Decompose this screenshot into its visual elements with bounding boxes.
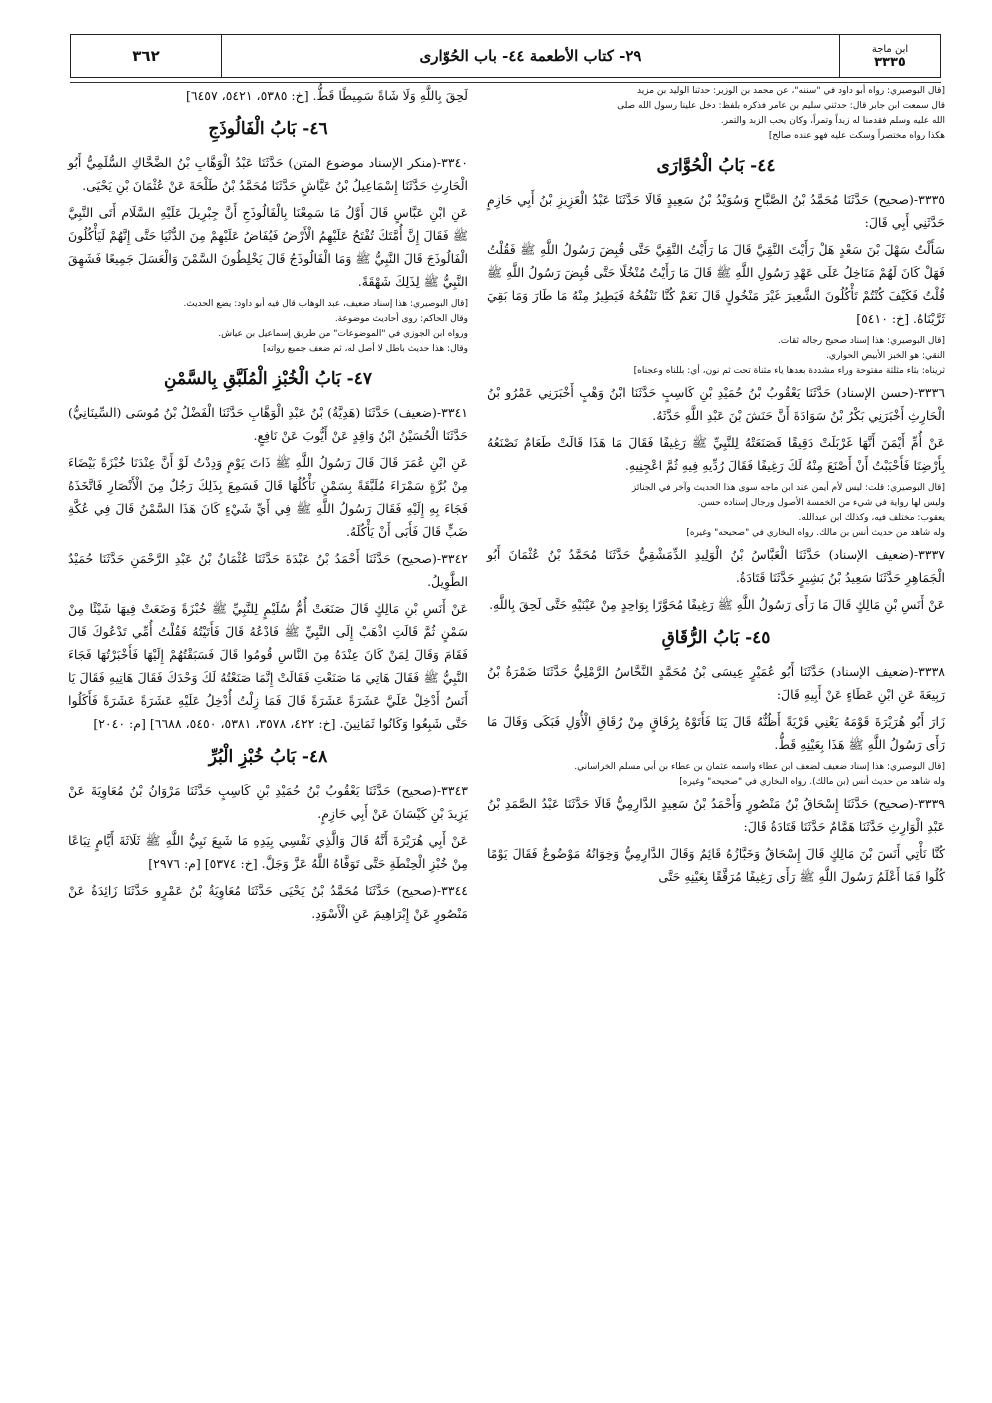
- hadith-3338-text: زَارَ أَبُو هُرَيْرَةَ قَوْمَهُ يَعْنِي قَرْيَةً أَظُنُّهُ قَالَ يَنَا فَأَتَوْهُ بِرُقَاقٍ مِنْ رُقَاقِ الْأُوَلِ فَبَكَى وَقَالَ مَا رَأَى رَسُولُ اللَّهِ ﷺ هَذَا بِعَيْنِهِ قَطُّ.: [487, 714, 945, 752]
- hadith-3338-isnad: ٣٣٣٨-(ضعيف الإسناد) حَدَّثَنَا أَبُو عُمَيْرٍ عِيسَى بْنُ مُحَمَّدٍ النَّحَّاسُ الرَّمْلِيُّ حَدَّثَنَا ضَمْرَةُ بْنُ رَبِيعَةَ عَنِ ابْنِ عَطَاءٍ عَنْ أَبِيهِ قَالَ:: [487, 664, 945, 702]
- hadith-3343-isnad: ٣٣٤٣-(صحيح) حَدَّثَنَا يَعْقُوبُ بْنُ حُمَيْدِ بْنِ كَاسِبٍ حَدَّثَنَا مَرْوَانُ بْنُ مُعَاوِيَةَ عَنْ يَزِيدَ بْنِ كَيْسَانَ عَنْ أَبِي حَازِمٍ.: [68, 783, 468, 821]
- hadith-3343-text: عَنْ أَبِي هُرَيْرَةَ أَنَّهُ قَالَ وَالَّذِي نَفْسِي بِيَدِهِ مَا شَبِعَ نَبِيُّ اللَّهِ ﷺ ثَلَاثَةَ أَيَّامٍ تِبَاعًا مِنْ خُبْزِ الْحِنْطَةِ حَتَّى تَوَفَّاهُ اللَّهُ عَزَّ وَجَلَّ. [خ: ٥٣٧٤] [م: ٢٩٧٦]: [68, 833, 468, 871]
- footnote-3338: [487, 760, 945, 790]
- footnote-line: [قال البوصيري: هذا إسناد صحيح رجاله ثقات.: [777, 336, 945, 346]
- left-column: [68, 84, 468, 929]
- footnote-line: ورواه ابن الجوزي في "الموضوعات" من طريق إسماعيل بن عياش.: [218, 329, 468, 339]
- footnote-3340: [68, 297, 468, 357]
- chapter-heading-45: ٤٥- بَابُ الرُّقَاقِ: [661, 628, 771, 648]
- footnote-line: [قال البوصيري: هذا إسناد ضعيف، عبد الوهاب قال فيه أبو داود: يضع الحديث.: [183, 299, 468, 309]
- footnote-line: ثريناه: بثاء مثلثة مفتوحة وراء مشددة بعدها ياء مثناة تحت ثم نون، أي: بللناه وعجناه]: [633, 366, 945, 376]
- footnote-line: وله شاهد من حديث أنس بن مالك. رواه البخاري في "صحيحه" وغيره]: [686, 528, 945, 538]
- hadith-3341-text: عَنِ ابْنِ عُمَرَ قَالَ قَالَ رَسُولُ اللَّهِ ﷺ ذَاتَ يَوْمٍ وَدِدْتُ لَوْ أَنَّ عِنْدَنَا خُبْزَةً بَيْضَاءَ مِنْ بُرَّةٍ سَمْرَاءَ مُلَبَّقَةً بِسَمْنٍ نَأْكُلُهَا قَالَ فَسَمِعَ بِذَلِكَ رَجُلٌ مِنَ الْأَنْصَارِ فَاتَّخَذَهُ فَجَاءَ بِهِ إِلَيْهِ فَقَالَ رَسُولُ اللَّهِ ﷺ فِي أَيِّ شَيْءٍ كَانَ هَذَا السَّمْنُ قَالَ فِي عُكَّةِ ضَبٍّ قَالَ فَأَبَى أَنْ يَأْكُلَهُ.: [68, 455, 468, 539]
- footnote-line: [قال البوصيري: رواه أبو داود في "سننه"، عن محمد بن الوزير: حدثنا الوليد بن مزيد: [637, 86, 945, 96]
- page-header: [70, 34, 941, 78]
- footnote-line: وله شاهد من حديث أنس (بن مالك). رواه البخاري في "صحيحه" وغيره]: [679, 777, 945, 787]
- chapter-heading-48: ٤٨- بَابُ خُبْزِ الْبُرِّ: [208, 747, 328, 767]
- chapter-title: ٢٩- كتاب الأطعمة ٤٤- باب الحُوّارى: [419, 47, 642, 65]
- hadith-3340-isnad: ٣٣٤٠-(منكر الإسناد موضوع المتن) حَدَّثَنَا عَبْدُ الْوَهَّابِ بْنُ الضَّحَّاكِ السُّلَمِيُّ أَبُو الْحَارِثِ حَدَّثَنَا إِسْمَاعِيلُ بْنُ عَيَّاشٍ حَدَّثَنَا مُحَمَّدُ بْنُ طَلْحَةَ عَنْ عُثْمَانَ بْنِ يَحْيَى.: [68, 155, 468, 193]
- hadith-3339-text: كُنَّا نَأْتِي أَنَسَ بْنَ مَالِكٍ قَالَ إِسْحَاقُ وَخَبَّازُهُ قَائِمٌ وَقَالَ الدَّارِمِيُّ وَخِوَانُهُ مَوْضُوعٌ فَقَالَ يَوْمًا كُلُوا فَمَا أَعْلَمُ رَسُولَ اللَّهِ ﷺ رَأَى رَغِيفًا مُرَقَّقًا بِعَيْنِهِ حَتَّى: [487, 846, 945, 884]
- footnote-line: يعقوب: مختلف فيه، وكذلك ابن عبدالله.: [798, 513, 945, 523]
- book-number: ٣٣٣٥: [874, 55, 906, 70]
- hadith-3340-text: عَنِ ابْنِ عَبَّاسٍ قَالَ أَوَّلُ مَا سَمِعْنَا بِالْفَالُوذَجِ أَنَّ جِبْرِيلَ عَلَيْهِ السَّلَام أَتَى النَّبِيَّ ﷺ فَقَالَ إِنَّ أُمَّتَكَ تُفْتَحُ عَلَيْهِمُ الْأَرْضُ فَيُفَاضُ عَلَيْهِمْ مِنَ الدُّنْيَا حَتَّى إِنَّهُمْ لَيَأْكُلُونَ الْفَالُوذَجَ قَالَ النَّبِيُّ ﷺ وَمَا الْفَالُوذَجُ قَالَ يَخْلِطُونَ السَّمْنَ وَالْعَسَلَ جَمِيعًا فَشَهِقَ النَّبِيُّ ﷺ لِذَلِكَ شَهْقَةً.: [68, 205, 468, 289]
- footnote-line: هكذا رواه مختصراً وسكت عليه فهو عنده صالح]: [768, 131, 945, 141]
- footnote-line: [قال البوصيري: قلت: ليس لأم أيمن عند ابن ماجه سوى هذا الحديث وآخر في الجنائز: [631, 483, 945, 493]
- hadith-3336-text: عَنْ أُمِّ أَيْمَنَ أَنَّهَا غَرْبَلَتْ دَقِيقًا فَصَنَعَتْهُ لِلنَّبِيِّ ﷺ رَغِيفًا فَقَالَ مَا هَذَا قَالَتْ طَعَامٌ نَصْنَعُهُ بِأَرْضِنَا فَأَحْبَبْتُ أَنْ أَصْنَعَ مِنْهُ لَكَ رَغِيفًا فَقَالَ رُدِّيهِ فِيهِ ثُمَّ اعْجِنِيهِ.: [487, 435, 945, 473]
- chapter-heading-44: ٤٤- بَابُ الْحُوَّارَى: [656, 156, 776, 176]
- hadith-3342-isnad: ٣٣٤٢-(صحيح) حَدَّثَنَا أَحْمَدُ بْنُ عَبْدَةَ حَدَّثَنَا عُثْمَانُ بْنُ عَبْدِ الرَّحْمَنِ حَدَّثَنَا حُمَيْدٌ الطَّوِيلُ.: [68, 551, 468, 589]
- chapter-heading-47: ٤٧- بَابُ الْخُبْزِ الْمُلَبَّقِ بِالسَّمْنِ: [164, 369, 372, 389]
- footnote-line: قال سمعت ابن جابر قال: حدثني سليم بن عامر فذكره بلفظ: دخل علينا رسول الله صلى: [617, 101, 945, 111]
- footnote-line: النقي: هو الخبز الأبيض الحواري.: [826, 351, 945, 361]
- footnote-line: وقال الحاكم: روى أحاديث موضوعة.: [334, 314, 468, 324]
- hadith-3337-isnad: ٣٣٣٧-(ضعيف الإسناد) حَدَّثَنَا الْعَبَّاسُ بْنُ الْوَلِيدِ الدِّمَشْقِيُّ حَدَّثَنَا مُحَمَّدُ بْنُ عُثْمَانَ أَبُو الْجَمَاهِرِ حَدَّثَنَا سَعِيدُ بْنُ بَشِيرٍ حَدَّثَنَا قَتَادَةُ.: [487, 547, 945, 585]
- footnote-line: وليس لها رواية في شيء من الخمسة الأصول ورجال إسناده حسن.: [697, 498, 945, 508]
- book-name: ابن ماجة: [871, 44, 909, 55]
- footnote-3336: [487, 481, 945, 541]
- hadith-3341-isnad: ٣٣٤١-(ضعيف) حَدَّثَنَا (هَدِيَّةُ) بْنُ عَبْدِ الْوَهَّابِ حَدَّثَنَا الْفَضْلُ بْنُ مُوسَى (السِّينَانِيُّ) حَدَّثَنَا الْحُسَيْنُ ابْنُ وَاقِدٍ عَنْ أَيُّوبَ عَنْ نَافِعٍ.: [68, 405, 468, 443]
- footnote-line: [قال البوصيري: هذا إسناد ضعيف لضعف ابن عطاء واسمه عثمان بن عطاء بن أبي مسلم الخراساني.: [574, 762, 945, 772]
- footnote-top: [487, 84, 945, 144]
- hadith-3342-text: عَنْ أَنَسِ بْنِ مَالِكٍ قَالَ صَنَعَتْ أُمُّ سُلَيْمٍ لِلنَّبِيِّ ﷺ خُبْزَةً وَضَعَتْ فِيهَا شَيْئًا مِنْ سَمْنٍ ثُمَّ قَالَتِ اذْهَبْ إِلَى النَّبِيِّ ﷺ فَادْعُهُ قَالَ فَأَتَيْتُهُ فَقُلْتُ أُمِّي تَدْعُوكَ قَالَ فَقَامَ وَقَالَ لِمَنْ كَانَ عِنْدَهُ مِنَ النَّاسِ قُومُوا قَالَ فَسَبَقْتُهُمْ إِلَيْهَا فَأَخْبَرْتُهَا فَجَاءَ النَّبِيُّ ﷺ فَقَالَ هَاتِي مَا صَنَعْتِ فَقَالَتْ إِنَّمَا صَنَعْتُهُ لَكَ وَحْدَكَ فَقَالَ هَاتِيهِ فَقَالَ يَا أَنَسُ أَدْخِلْ عَلَيَّ عَشَرَةً عَشَرَةً قَالَ فَمَا زِلْتُ أُدْخِلُ عَلَيْهِ عَشَرَةً عَشَرَةً فَأَكَلُوا حَتَّى شَبِعُوا وَكَانُوا ثَمَانِينَ. [خ: ٤٢٢، ٣٥٧٨، ٥٣٨١، ٥٤٥٠، ٦٦٨٨] [م: ٢٠٤٠]: [68, 601, 468, 731]
- hadith-3336-isnad: ٣٣٣٦-(حسن الإسناد) حَدَّثَنَا يَعْقُوبُ بْنُ حُمَيْدِ بْنِ كَاسِبٍ حَدَّثَنَا ابْنُ وَهْبٍ أَخْبَرَنِي عَمْرُو بْنُ الْحَارِثِ أَخْبَرَنِي بَكْرُ بْنُ سَوَادَةَ أَنَّ حَنَشَ بْنَ عَبْدِ اللَّهِ حَدَّثَهُ.: [487, 385, 945, 423]
- hadith-3335-text: سَأَلْتُ سَهْلَ بْنَ سَعْدٍ هَلْ رَأَيْتَ النَّقِيَّ قَالَ مَا رَأَيْتُ النَّقِيَّ حَتَّى قُبِضَ رَسُولُ اللَّهِ ﷺ فَقُلْتُ فَهَلْ كَانَ لَهُمْ مَنَاخِلُ عَلَى عَهْدِ رَسُولِ اللَّهِ ﷺ قَالَ مَا رَأَيْتُ مُنْخُلًا حَتَّى قُبِضَ رَسُولُ اللَّهِ ﷺ قُلْتُ فَكَيْفَ كُنْتُمْ تَأْكُلُونَ الشَّعِيرَ غَيْرَ مَنْخُولٍ قَالَ نَعَمْ كُنَّا نَنْفُخُهُ فَيَطِيرُ مِنْهُ مَا طَارَ وَمَا بَقِيَ ثَرَّيْنَاهُ. [خ: ٥٤١٠]: [487, 242, 945, 326]
- hadith-3337-text: عَنْ أَنَسِ بْنِ مَالِكٍ قَالَ مَا رَأَى رَسُولُ اللَّهِ ﷺ رَغِيفًا مُحَوَّرًا بِوَاحِدٍ مِنْ عَيْنَيْهِ حَتَّى لَحِقَ بِاللَّهِ.: [489, 597, 945, 612]
- footnote-line: الله عليه وسلم فقدمنا له زبداً وتمراً، وكان يحب الزبد والتمر.: [720, 116, 945, 126]
- page-number: ٣٦٢: [71, 35, 222, 77]
- chapter-heading-46: ٤٦- بَابُ الْفَالُوذَجِ: [208, 119, 328, 139]
- hadith-3335-isnad: ٣٣٣٥-(صحيح) حَدَّثَنَا مُحَمَّدُ بْنُ الصَّبَّاحِ وَسُوَيْدُ بْنُ سَعِيدٍ قَالَا حَدَّثَنَا عَبْدُ الْعَزِيزِ بْنُ أَبِي حَازِمٍ حَدَّثَنِي أَبِي قَالَ:: [487, 192, 945, 230]
- continued-text: لَحِقَ بِاللَّهِ وَلَا شَاةً سَمِيطًا قَطُّ. [خ: ٥٣٨٥، ٥٤٢١، ٦٤٥٧]: [185, 88, 468, 103]
- hadith-3344-isnad: ٣٣٤٤-(صحيح) حَدَّثَنَا مُحَمَّدُ بْنُ يَحْيَى حَدَّثَنَا مُعَاوِيَةُ بْنُ عَمْرٍو حَدَّثَنَا زَائِدَةُ عَنْ مَنْصُورٍ عَنْ إِبْرَاهِيمَ عَنِ الْأَسْوَدِ.: [68, 883, 468, 921]
- hadith-3339-isnad: ٣٣٣٩-(صحيح) حَدَّثَنَا إِسْحَاقُ بْنُ مَنْصُورٍ وَأَحْمَدُ بْنُ سَعِيدٍ الدَّارِمِيُّ قَالَا حَدَّثَنَا عَبْدُ الصَّمَدِ بْنُ عَبْدِ الْوَارِثِ حَدَّثَنَا هَمَّامٌ حَدَّثَنَا قَتَادَةُ قَالَ:: [487, 796, 945, 834]
- right-column: [487, 84, 945, 892]
- footnote-line: وقال: هذا حديث باطل لا أصل له، ثم ضعف جميع رواته]: [262, 344, 468, 354]
- footnote-3335: [487, 334, 945, 379]
- book-reference: [839, 35, 940, 77]
- header-rule: [70, 82, 941, 83]
